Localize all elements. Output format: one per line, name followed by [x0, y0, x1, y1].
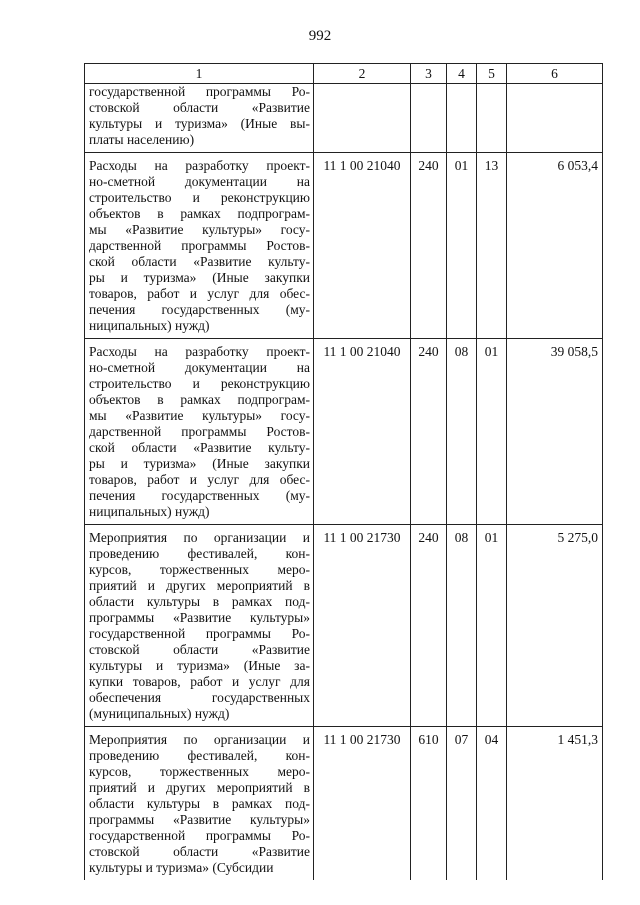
description-line: ской области «Развитие культу- [89, 254, 310, 269]
row-subsection: 01 [477, 339, 507, 525]
description-line: платы населению) [89, 132, 195, 147]
row-target-code: 11 1 00 21040 [314, 153, 411, 339]
row-target-code [314, 84, 411, 153]
description-line: ниципальных) нужд) [89, 504, 210, 519]
table-row [85, 84, 603, 153]
description-line: приятий и других мероприятий в [89, 578, 310, 593]
row-amount [507, 84, 603, 153]
description-line: объектов в рамках подпрограм- [89, 392, 310, 407]
row-target-code: 11 1 00 21730 [314, 727, 411, 881]
row-amount: 6 053,4 [507, 153, 603, 339]
row-expense-type: 240 [411, 525, 447, 727]
row-description [85, 525, 314, 727]
row-description [85, 84, 314, 153]
row-section: 08 [447, 525, 477, 727]
description-line: государственной программы Ро- [89, 84, 310, 99]
description-line: ры и туризма» (Иные закупки [89, 456, 310, 471]
description-line: купки товаров, работ и услуг для [89, 674, 310, 689]
description-line: мы «Развитие культуры» госу- [89, 222, 310, 237]
description-line: печения государственных (му- [89, 488, 310, 503]
header-col-5: 5 [477, 64, 507, 84]
row-subsection: 04 [477, 727, 507, 881]
description-line: проведению фестивалей, кон- [89, 748, 310, 763]
description-line: но-сметной документации на [89, 360, 310, 375]
description-line: дарственной программы Ростов- [89, 238, 310, 253]
description-line: объектов в рамках подпрограм- [89, 206, 310, 221]
header-col-3: 3 [411, 64, 447, 84]
table-row [85, 153, 603, 339]
row-subsection [477, 84, 507, 153]
description-line: Расходы на разработку проект- [89, 344, 310, 359]
description-line: приятий и других мероприятий в [89, 780, 310, 795]
description-line: мы «Развитие культуры» госу- [89, 408, 310, 423]
row-amount: 5 275,0 [507, 525, 603, 727]
description-line: стовской области «Развитие [89, 642, 310, 657]
description-line: дарственной программы Ростов- [89, 424, 310, 439]
description-line: Мероприятия по организации и [89, 530, 310, 545]
header-col-4: 4 [447, 64, 477, 84]
description-line: Расходы на разработку проект- [89, 158, 310, 173]
row-description [85, 727, 314, 881]
description-line: государственной программы Ро- [89, 828, 310, 843]
table-row [85, 525, 603, 727]
table-body [85, 84, 603, 881]
description-line: (муниципальных) нужд) [89, 706, 230, 721]
description-line: программы «Развитие культуры» [89, 610, 310, 625]
description-line: обеспечения государственных [89, 690, 310, 705]
row-expense-type: 240 [411, 153, 447, 339]
description-line: программы «Развитие культуры» [89, 812, 310, 827]
table-row [85, 339, 603, 525]
header-col-2: 2 [314, 64, 411, 84]
row-description [85, 153, 314, 339]
row-expense-type: 240 [411, 339, 447, 525]
description-line: области культуры в рамках под- [89, 796, 310, 811]
row-amount: 1 451,3 [507, 727, 603, 881]
description-line: ской области «Развитие культу- [89, 440, 310, 455]
description-line: государственной программы Ро- [89, 626, 310, 641]
row-section: 07 [447, 727, 477, 881]
row-target-code: 11 1 00 21730 [314, 525, 411, 727]
row-section: 08 [447, 339, 477, 525]
description-line: ры и туризма» (Иные закупки [89, 270, 310, 285]
header-col-6: 6 [507, 64, 603, 84]
description-line: ниципальных) нужд) [89, 318, 210, 333]
description-line: товаров, работ и услуг для обес- [89, 472, 310, 487]
row-subsection: 13 [477, 153, 507, 339]
row-amount: 39 058,5 [507, 339, 603, 525]
description-line: стовской области «Развитие [89, 100, 310, 115]
description-line: культуры и туризма» (Субсидии [89, 860, 274, 875]
header-row [85, 64, 603, 84]
description-line: печения государственных (му- [89, 302, 310, 317]
row-description [85, 339, 314, 525]
row-target-code: 11 1 00 21040 [314, 339, 411, 525]
description-line: строительство и реконструкцию [89, 376, 310, 391]
row-expense-type [411, 84, 447, 153]
header-col-1: 1 [85, 64, 314, 84]
description-line: проведению фестивалей, кон- [89, 546, 310, 561]
description-line: области культуры в рамках под- [89, 594, 310, 609]
description-line: товаров, работ и услуг для обес- [89, 286, 310, 301]
description-line: Мероприятия по организации и [89, 732, 310, 747]
row-expense-type: 610 [411, 727, 447, 881]
page-number: 992 [308, 28, 332, 44]
description-line: культуры и туризма» (Иные вы- [89, 116, 310, 131]
description-line: строительство и реконструкцию [89, 190, 310, 205]
description-line: курсов, торжественных меро- [89, 562, 310, 577]
row-subsection: 01 [477, 525, 507, 727]
description-line: стовской области «Развитие [89, 844, 310, 859]
row-section [447, 84, 477, 153]
description-line: курсов, торжественных меро- [89, 764, 310, 779]
budget-table [84, 63, 603, 880]
row-section: 01 [447, 153, 477, 339]
table-row [85, 727, 603, 881]
description-line: но-сметной документации на [89, 174, 310, 189]
description-line: культуры и туризма» (Иные за- [89, 658, 310, 673]
